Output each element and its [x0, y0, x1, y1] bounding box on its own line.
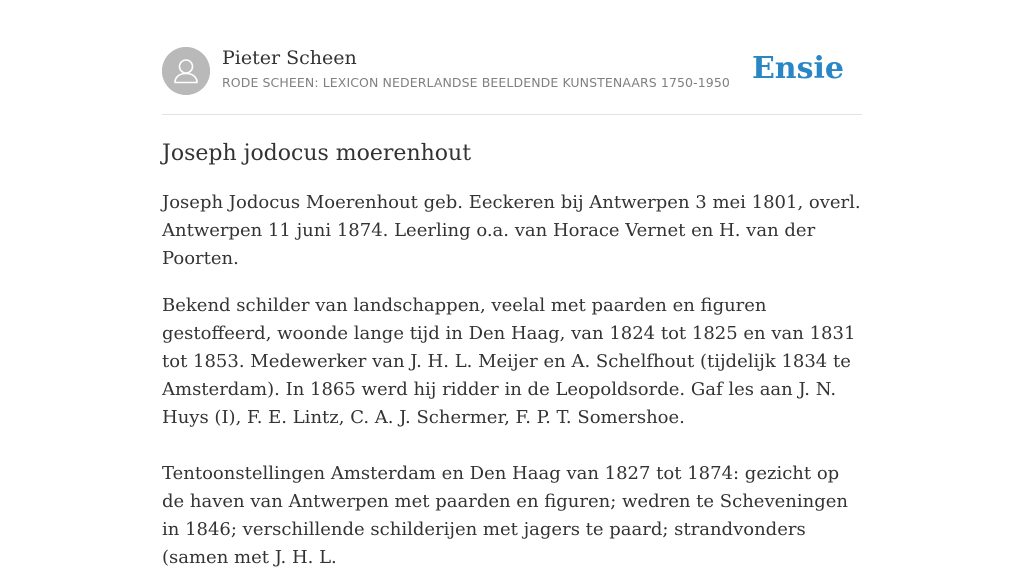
article-header [162, 46, 862, 115]
article-paragraph: Tentoonstellingen Amsterdam en Den Haag van 1827 tot 1874: gezicht op de haven van Antwerpen met paarden en figuren; wedren te Scheveningen in 1846; verschillende schilderijen met jagers te paard; strandvonders (samen met J. H. L. [162, 463, 848, 568]
article-title: Joseph jodocus moerenhout [162, 141, 472, 166]
article-paragraph: Bekend schilder van landschappen, veelal met paarden en figuren gestoffeerd, woonde lange tijd in Den Haag, van 1824 tot 1825 en van 1831 tot 1853. Medewerker van J. H. L. Meijer en A. Schelfhout (tijdelijk 1834 te Amsterdam). In 1865 werd hij ridder in de Leopoldsorde. Gaf les aan J. N. Huys (I), F. E. Lintz, C. A. J. Schermer, F. P. T. Somershoe. [162, 295, 856, 428]
author-name[interactable]: Pieter Scheen [222, 47, 357, 69]
article-body [162, 189, 862, 572]
brand-logo[interactable]: Ensie [751, 51, 844, 86]
article-paragraph: Joseph Jodocus Moerenhout geb. Eeckeren bij Antwerpen 3 mei 1801, overl. Antwerpen 11 juni 1874. Leerling o.a. van Horace Vernet en H. van der Poorten. [162, 192, 861, 269]
author-avatar[interactable] [162, 47, 210, 95]
user-avatar-icon [162, 47, 210, 95]
article-container [162, 46, 862, 572]
source-title[interactable]: RODE SCHEEN: LEXICON NEDERLANDSE BEELDENDE KUNSTENAARS 1750-1950 [222, 75, 730, 90]
